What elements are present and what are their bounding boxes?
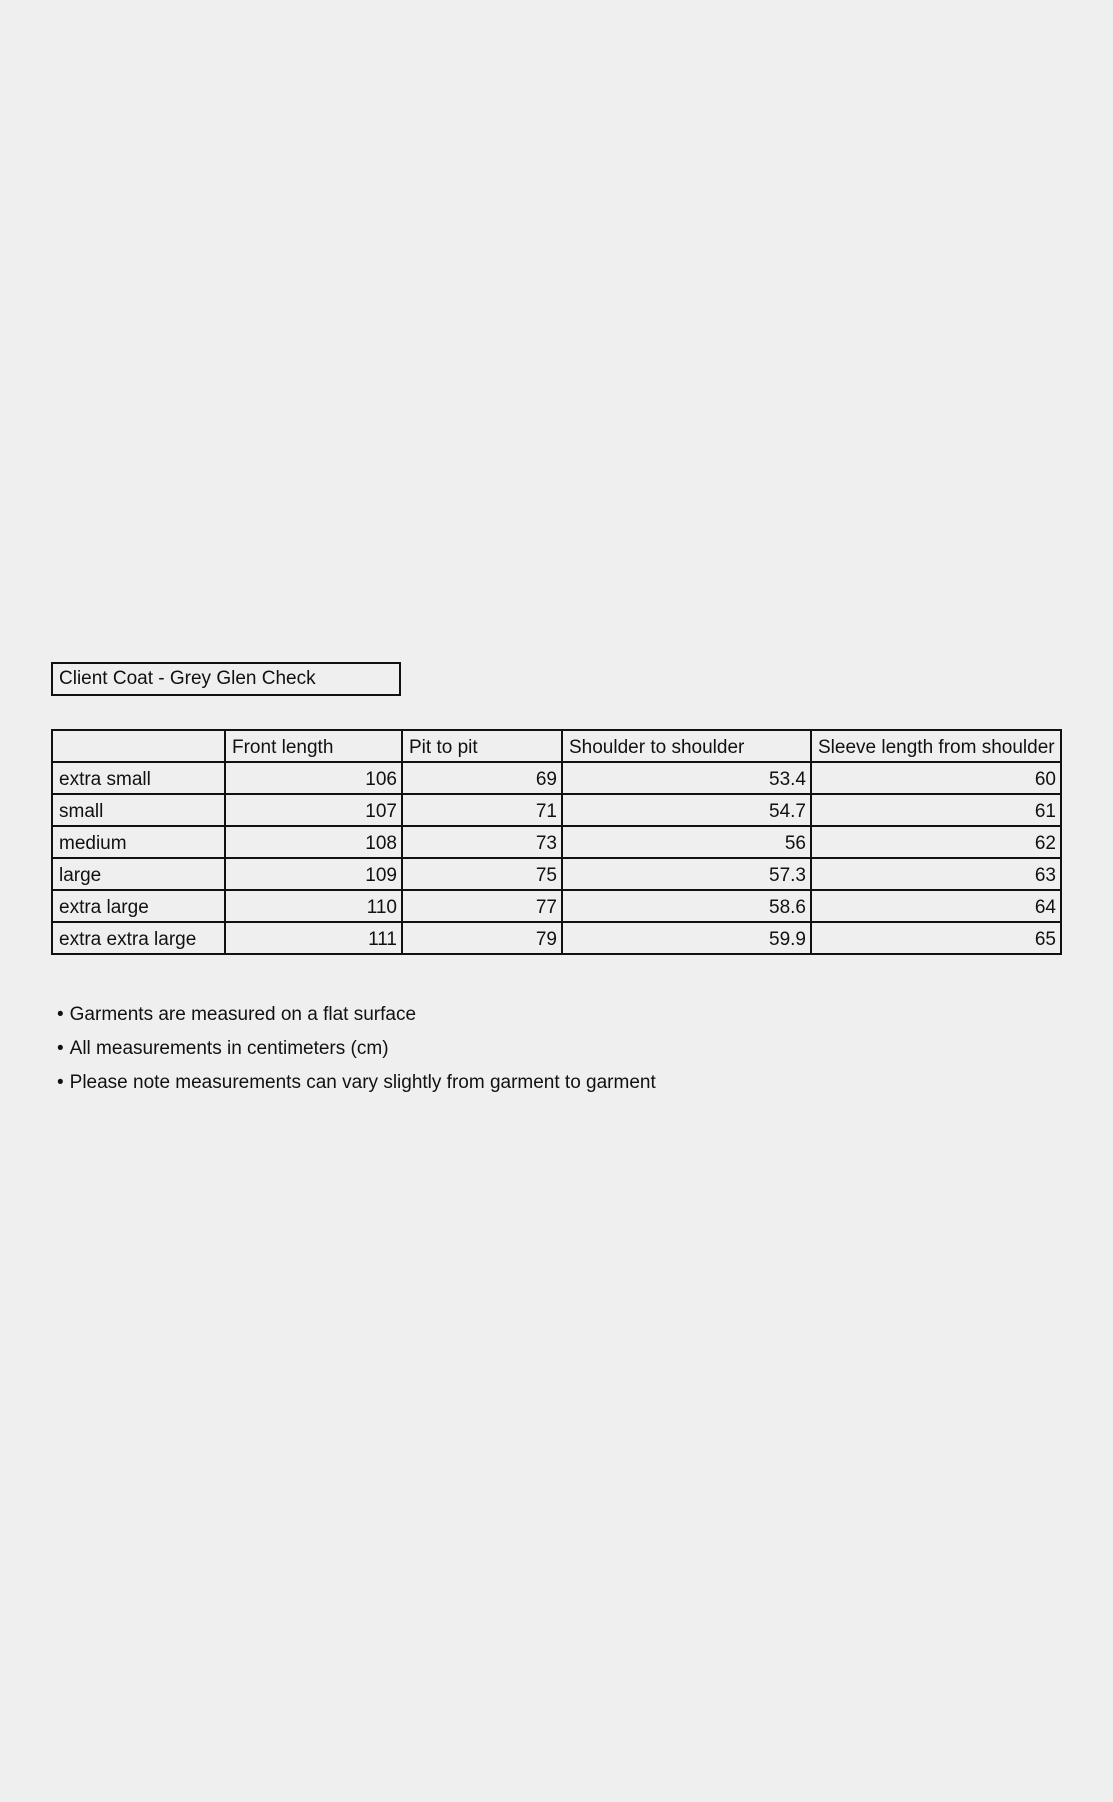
shoulder-value: 59.9 — [562, 922, 811, 954]
size-label: extra extra large — [52, 922, 225, 954]
table-row — [52, 922, 1061, 954]
product-title: Client Coat - Grey Glen Check — [51, 662, 401, 696]
pit-to-pit-value: 73 — [402, 826, 562, 858]
header-shoulder-to-shoulder: Shoulder to shoulder — [562, 730, 811, 762]
front-length-value: 107 — [225, 794, 402, 826]
sleeve-value: 65 — [811, 922, 1061, 954]
note-item: • Garments are measured on a flat surface — [57, 1004, 656, 1038]
pit-to-pit-value: 71 — [402, 794, 562, 826]
shoulder-value: 53.4 — [562, 762, 811, 794]
table-row — [52, 858, 1061, 890]
sleeve-value: 64 — [811, 890, 1061, 922]
front-length-value: 108 — [225, 826, 402, 858]
sleeve-value: 60 — [811, 762, 1061, 794]
pit-to-pit-value: 79 — [402, 922, 562, 954]
sleeve-value: 61 — [811, 794, 1061, 826]
shoulder-value: 58.6 — [562, 890, 811, 922]
table-row — [52, 890, 1061, 922]
measurement-notes — [57, 1004, 656, 1106]
pit-to-pit-value: 69 — [402, 762, 562, 794]
header-front-length: Front length — [225, 730, 402, 762]
corner-cell — [52, 730, 225, 762]
shoulder-value: 56 — [562, 826, 811, 858]
table-row — [52, 762, 1061, 794]
pit-to-pit-value: 77 — [402, 890, 562, 922]
sleeve-value: 63 — [811, 858, 1061, 890]
note-item: • All measurements in centimeters (cm) — [57, 1038, 656, 1072]
size-label: extra small — [52, 762, 225, 794]
front-length-value: 110 — [225, 890, 402, 922]
pit-to-pit-value: 75 — [402, 858, 562, 890]
table-row — [52, 826, 1061, 858]
header-sleeve-length: Sleeve length from shoulder — [811, 730, 1061, 762]
shoulder-value: 57.3 — [562, 858, 811, 890]
shoulder-value: 54.7 — [562, 794, 811, 826]
size-chart-table — [51, 729, 1062, 955]
header-pit-to-pit: Pit to pit — [402, 730, 562, 762]
size-label: small — [52, 794, 225, 826]
size-label: medium — [52, 826, 225, 858]
front-length-value: 106 — [225, 762, 402, 794]
table-header-row — [52, 730, 1061, 762]
front-length-value: 111 — [225, 922, 402, 954]
note-item: • Please note measurements can vary slightly from garment to garment — [57, 1072, 656, 1106]
sleeve-value: 62 — [811, 826, 1061, 858]
table-row — [52, 794, 1061, 826]
size-label: large — [52, 858, 225, 890]
size-label: extra large — [52, 890, 225, 922]
front-length-value: 109 — [225, 858, 402, 890]
